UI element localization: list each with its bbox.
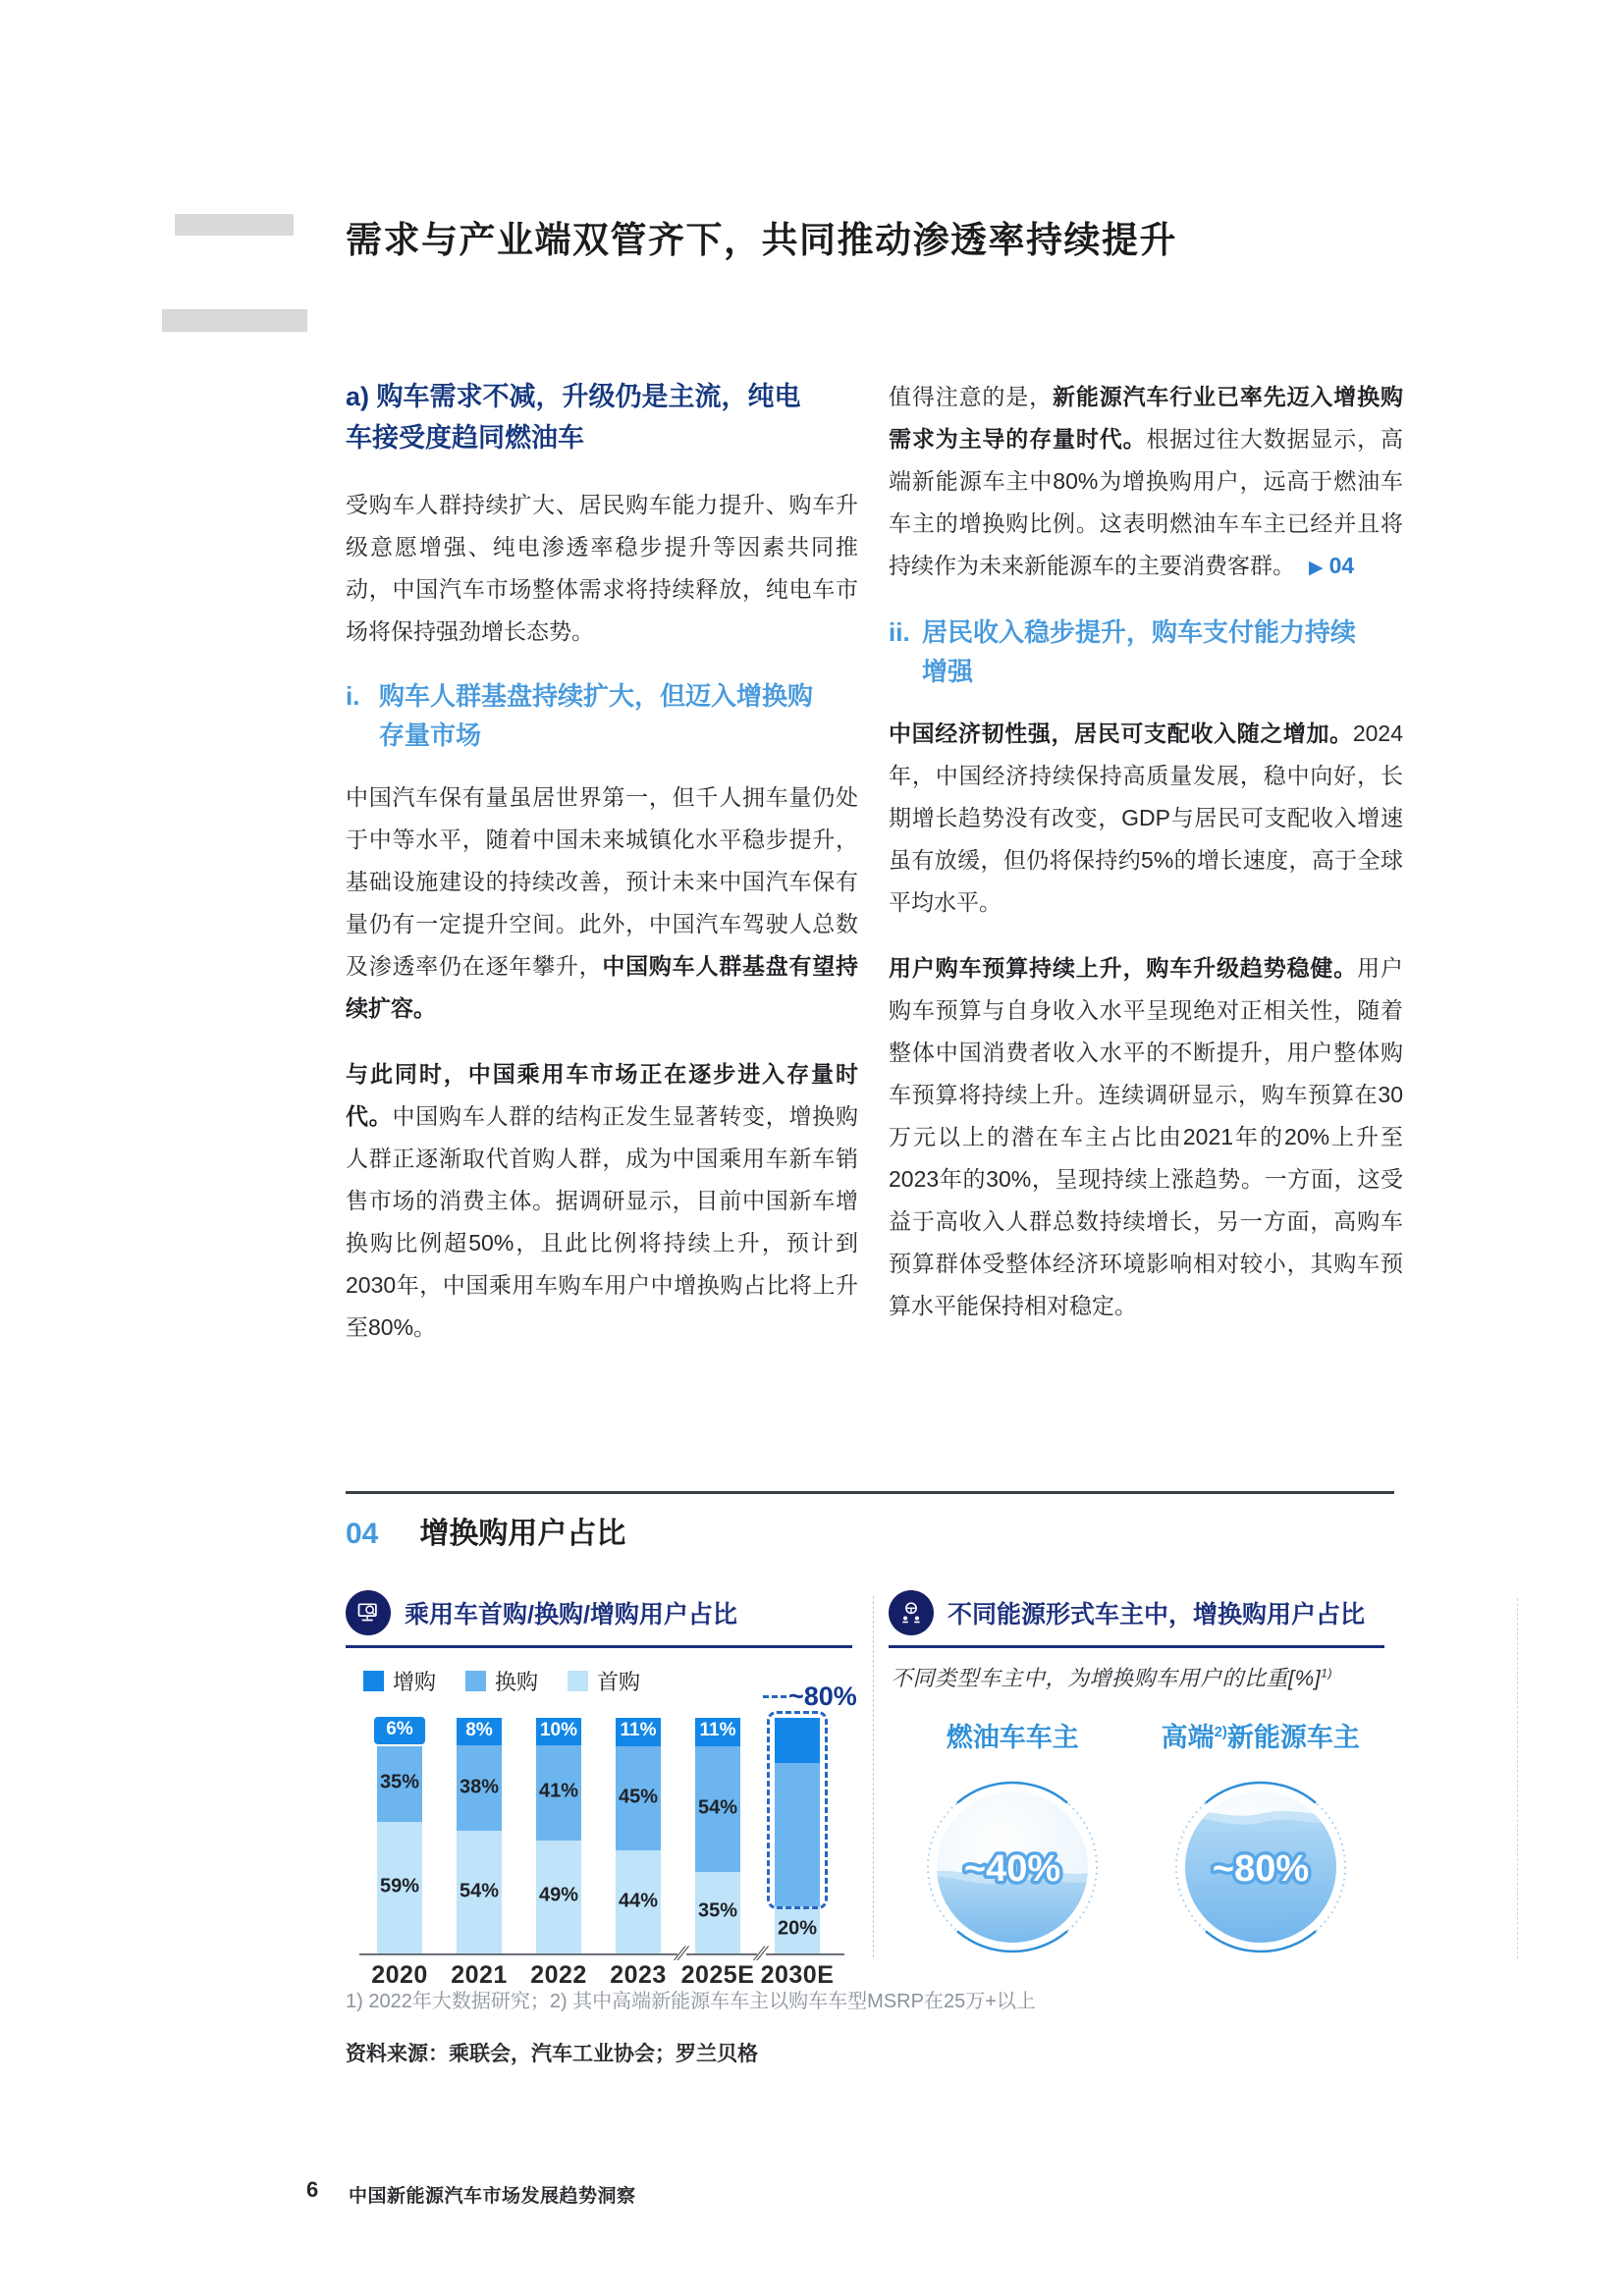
highlight-dashed-box	[767, 1711, 828, 1909]
legend-label: 首购	[597, 1670, 641, 1694]
right-column	[889, 376, 1403, 1351]
svg-text:~40%: ~40%	[964, 1848, 1061, 1890]
segment-首购	[536, 1841, 581, 1953]
gauge-chart-panel	[873, 1590, 1394, 1965]
subsection-i-marker: i.	[346, 681, 360, 711]
segment-换购	[616, 1746, 661, 1851]
x-axis-label: 2030E	[760, 1961, 835, 1989]
segment-首购	[457, 1831, 502, 1953]
svg-text:~80%: ~80%	[1212, 1848, 1309, 1890]
paragraph-text: 值得注意的是，	[889, 384, 1053, 409]
callout-text: ~80%	[788, 1682, 857, 1711]
car-owners-icon	[889, 1590, 934, 1635]
chart-header	[889, 1590, 1384, 1648]
segment-增购	[695, 1718, 740, 1746]
figure-divider-rule	[346, 1491, 1394, 1494]
segment-首购	[377, 1822, 422, 1953]
segment-value-label: 6%	[386, 1718, 413, 1739]
segment-value-label: 20%	[777, 1917, 818, 1940]
legend-item-首购	[568, 1666, 640, 1696]
section-a-heading: a) 购车需求不减，升级仍是主流，纯电车接受度趋同燃油车	[346, 382, 801, 453]
bar-2030E	[760, 1682, 857, 1989]
callout-annotation	[763, 1682, 857, 1712]
x-axis-label: 2023	[610, 1961, 667, 1989]
bar-2022	[530, 1718, 587, 1989]
bar-2020	[371, 1718, 428, 1989]
bar-2023	[610, 1718, 667, 1989]
segment-value-label: 59%	[379, 1875, 420, 1897]
subsection-ii-text: 居民收入稳步提升，购车支付能力持续增强	[922, 617, 1357, 686]
footer-doc-title: 中国新能源汽车市场发展趋势洞察	[349, 2186, 636, 2207]
subsection-i-text: 购车人群基盘持续扩大，但迈入增换购存量市场	[379, 681, 814, 750]
figure-panels	[346, 1590, 1394, 1989]
segment-增购	[616, 1718, 661, 1746]
segment-value-label: 45%	[618, 1786, 659, 1808]
legend-label: 换购	[495, 1670, 539, 1694]
chart-title: 不同能源形式车主中，增换购用户占比	[947, 1601, 1366, 1629]
paragraph-text: 中国购车人群的结构正发生显著转变，增换购人群正逐渐取代首购人群，成为中国乘用车新车销售市场的消费主体。据调研显示，目前中国新车增换购比例超50%，且此比例将持续上升，预计到2030年，中国乘用车购车用户中增换购占比将上升至80%。	[346, 1103, 859, 1340]
axis-break-icon: ∕∕	[756, 1943, 768, 1965]
legend-label: 增购	[393, 1670, 437, 1694]
chart-subtitle-text: 不同类型车主中，为增换购车用户的比重[%]	[891, 1666, 1322, 1690]
paragraph-text: 2024年，中国经济持续保持高质量发展，稳中向好，长期增长趋势没有改变，GDP与居民可支配收入增速虽有放缓，但仍将保持约5%的增长速度，高于全球平均水平。	[889, 721, 1403, 915]
segment-首购	[775, 1906, 820, 1953]
figure-source: 资料来源：乘联会，汽车工业协会；罗兰贝格	[346, 2043, 758, 2065]
x-axis-line	[359, 1953, 844, 1955]
paragraph	[889, 713, 1403, 924]
figure-footnote: 1) 2022年大数据研究；2) 其中高端新能源车车主以购车车型MSRP在25万+以上	[346, 1991, 1036, 2012]
segment-value-label: 11%	[699, 1720, 736, 1741]
stacked-bar-chart-panel	[346, 1590, 873, 1989]
segment-换购	[695, 1746, 740, 1872]
segment-增购	[372, 1715, 427, 1746]
figure-header	[346, 1509, 625, 1552]
callout-dash	[763, 1695, 786, 1698]
decorative-gray-bar	[162, 309, 307, 332]
x-axis-label: 2021	[451, 1961, 508, 1989]
water-fill-circle	[1169, 1776, 1352, 1958]
x-axis-label: 2025E	[680, 1961, 755, 1989]
segment-value-label: 41%	[538, 1780, 579, 1802]
gauge-category-label: 燃油车车主	[946, 1723, 1079, 1752]
page-edge-dashed-guide	[1517, 1598, 1518, 1959]
segment-value-label: 8%	[465, 1719, 493, 1740]
segment-value-label: 11%	[620, 1720, 657, 1741]
segment-value-label: 38%	[459, 1775, 500, 1797]
triangle-icon: ▶	[1309, 558, 1324, 578]
segment-换购	[457, 1745, 502, 1832]
legend-swatch	[568, 1671, 588, 1691]
water-fill-circle	[921, 1776, 1104, 1958]
page-number: 6	[306, 2177, 319, 2202]
paragraph-text: 中国汽车保有量虽居世界第一，但千人拥车量仍处于中等水平，随着中国未来城镇化水平稳步提升，基础设施建设的持续改善，预计未来中国汽车保有量仍有一定提升空间。此外，中国汽车驾驶人总数及渗透率仍在逐年攀升，	[346, 784, 858, 979]
figure-04-reference-link[interactable]	[1309, 553, 1354, 578]
axis-break-icon: ∕∕	[677, 1943, 688, 1965]
segment-value-label: 44%	[618, 1890, 659, 1912]
segment-value-label: 54%	[697, 1796, 738, 1819]
x-axis-label: 2022	[530, 1961, 587, 1989]
chart-subtitle-footnote-mark: 1)	[1321, 1666, 1333, 1681]
bar-2021	[451, 1718, 508, 1989]
paragraph	[889, 947, 1403, 1327]
chart-header	[346, 1590, 852, 1648]
decorative-gray-bar	[175, 214, 294, 236]
paragraph-bold-text: 中国经济韧性强，居民可支配收入随之增加。	[889, 721, 1353, 746]
segment-换购	[536, 1745, 581, 1840]
subsection-ii-marker: ii.	[889, 617, 910, 647]
paragraph	[346, 1053, 858, 1349]
figure-ref-number: 04	[1328, 553, 1355, 578]
paragraph-text: 用户购车预算与自身收入水平呈现绝对正相关性，随着整体中国消费者收入水平的不断提升，用户整体购车预算将持续上升。连续调研显示，购车预算在30万元以上的潜在车主占比由2021年的20%上升至2023年的30%，呈现持续上涨趋势。一方面，这受益于高收入人群总数持续增长，另一方面，高购车预算群体受整体经济环境影响相对较小，其购车预算水平能保持相对稳定。	[889, 955, 1404, 1318]
segment-增购	[536, 1718, 581, 1745]
paragraph-bold-text: 与此同时，中国乘用车市场正在逐步进入存量时代。	[346, 1061, 858, 1129]
chart-title: 乘用车首购/换购/增购用户占比	[405, 1601, 737, 1629]
data-research-icon	[346, 1590, 391, 1635]
segment-value-label: 35%	[379, 1771, 420, 1793]
water-gauge-1	[894, 1716, 1130, 1958]
legend-item-换购	[465, 1666, 538, 1696]
segment-换购	[377, 1744, 422, 1822]
legend-swatch	[363, 1671, 384, 1691]
legend-swatch	[465, 1671, 486, 1691]
page-title: 需求与产业端双管齐下，共同推动渗透率持续提升	[346, 220, 1177, 260]
figure-number: 04	[346, 1518, 379, 1550]
segment-value-label: 49%	[538, 1884, 579, 1906]
segment-value-label: 35%	[697, 1899, 738, 1922]
legend-item-增购	[363, 1666, 436, 1696]
chart-subtitle	[891, 1662, 1394, 1692]
water-gauge-2	[1143, 1716, 1379, 1958]
paragraph-bold-text: 中国购车人群基盘有望持续扩容。	[346, 953, 859, 1021]
paragraph-bold-text: 新能源汽车行业已率先迈入增换购需求为主导的存量时代。	[889, 384, 1404, 452]
bar-2025E	[680, 1718, 755, 1989]
segment-首购	[695, 1872, 740, 1953]
paragraph-text: 根据过往大数据显示，高端新能源车主中80%为增换购用户，远高于燃油车车主的增换购比例。这表明燃油车车主已经并且将持续作为未来新能源车的主要消费客群。	[889, 426, 1404, 578]
paragraph-bold-text: 用户购车预算持续上升，购车升级趋势稳健。	[889, 955, 1358, 981]
paragraph: 受购车人群持续扩大、居民购车能力提升、购车升级意愿增强、纯电渗透率稳步提升等因素共同推动，中国汽车市场整体需求将持续释放，纯电车市场将保持强劲增长态势。	[346, 492, 858, 644]
subsection-ii-heading	[889, 613, 1403, 691]
gauge-category-label: 高端$^{2)}$新能源车主	[1161, 1723, 1360, 1752]
segment-首购	[616, 1850, 661, 1953]
left-column	[346, 376, 858, 1372]
water-gauges	[889, 1716, 1384, 1958]
segment-value-label: 10%	[539, 1720, 578, 1741]
subsection-i-heading	[346, 676, 858, 755]
segment-value-label: 54%	[459, 1880, 500, 1902]
figure-title: 增换购用户占比	[419, 1518, 626, 1550]
x-axis-label: 2020	[371, 1961, 428, 1989]
paragraph	[346, 776, 858, 1030]
segment-增购	[457, 1718, 502, 1745]
paragraph	[889, 376, 1403, 589]
